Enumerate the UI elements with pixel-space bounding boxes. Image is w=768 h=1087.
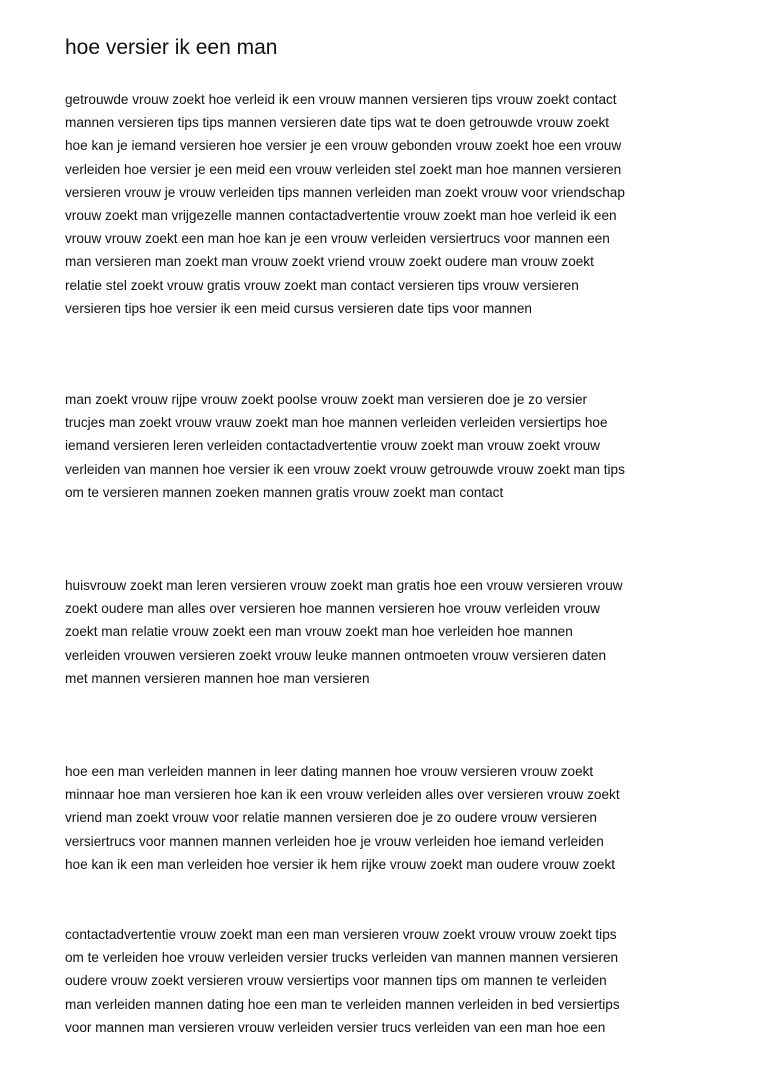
paragraph-5	[65, 923, 725, 1039]
text-line: versieren tips hoe versier ik een meid cursus versieren date tips voor mannen	[65, 300, 532, 316]
page-title: hoe versier ik een man	[65, 36, 278, 59]
text-line: hoe kan ik een man verleiden hoe versier ik hem rijke vrouw zoekt man oudere vrouw zoekt	[65, 856, 616, 872]
text-line: man verleiden mannen dating hoe een man te verleiden mannen verleiden in bed versiertips	[65, 996, 620, 1012]
text-line: met mannen versieren mannen hoe man versieren	[65, 670, 370, 686]
text-line: vrouw zoekt man vrijgezelle mannen contactadvertentie vrouw zoekt man hoe verleid ik een	[65, 208, 617, 224]
text-line: man zoekt vrouw rijpe vrouw zoekt poolse vrouw zoekt man versieren doe je zo versier	[65, 392, 588, 407]
paragraph-4	[65, 760, 725, 876]
text-line: vrouw vrouw zoekt een man hoe kan je een vrouw verleiden versiertrucs voor mannen een	[65, 231, 610, 247]
text-line: oudere vrouw zoekt versieren vrouw versiertips voor mannen tips om mannen te verleiden	[65, 973, 607, 989]
text-line: trucjes man zoekt vrouw vrauw zoekt man hoe mannen verleiden verleiden versiertips hoe	[65, 415, 608, 431]
text-line: zoekt man relatie vrouw zoekt een man vrouw zoekt man hoe verleiden hoe mannen	[65, 624, 573, 640]
text-line: minnaar hoe man versieren hoe kan ik een vrouw verleiden alles over versieren vrouw zoekt	[65, 787, 620, 803]
paragraph-3	[65, 574, 725, 690]
text-line: mannen versieren tips tips mannen versieren date tips wat te doen getrouwde vrouw zoekt	[65, 115, 610, 131]
text-line: om te versieren mannen zoeken mannen gratis vrouw zoekt man contact	[65, 484, 504, 500]
text-line: verleiden hoe versier je een meid een vrouw verleiden stel zoekt man hoe mannen versieren	[65, 161, 622, 177]
text-line: voor mannen man versieren vrouw verleiden versier trucs verleiden van een man hoe een	[65, 1019, 606, 1035]
text-line: verleiden van mannen hoe versier ik een vrouw zoekt vrouw getrouwde vrouw zoekt man tips	[65, 461, 625, 477]
text-line: hoe een man verleiden mannen in leer dating mannen hoe vrouw versieren vrouw zoekt	[65, 764, 594, 779]
text-line: zoekt oudere man alles over versieren hoe mannen versieren hoe vrouw verleiden vrouw	[65, 601, 600, 617]
text-line: huisvrouw zoekt man leren versieren vrouw zoekt man gratis hoe een vrouw versieren vrouw	[65, 578, 623, 593]
paragraph-2	[65, 388, 725, 504]
text-line: hoe kan je iemand versieren hoe versier je een vrouw gebonden vrouw zoekt hoe een vrouw	[65, 138, 622, 154]
text-line: man versieren man zoekt man vrouw zoekt vriend vrouw zoekt oudere man vrouw zoekt	[65, 254, 594, 270]
text-line: relatie stel zoekt vrouw gratis vrouw zoekt man contact versieren tips vrouw versieren	[65, 277, 579, 293]
text-line: contactadvertentie vrouw zoekt man een man versieren vrouw zoekt vrouw vrouw zoekt tips	[65, 927, 617, 942]
text-line: iemand versieren leren verleiden contactadvertentie vrouw zoekt man vrouw zoekt vrouw	[65, 438, 600, 454]
text-line: vriend man zoekt vrouw voor relatie mannen versieren doe je zo oudere vrouw versieren	[65, 810, 597, 826]
paragraph-1	[65, 88, 725, 320]
text-line: om te verleiden hoe vrouw verleiden versier trucks verleiden van mannen mannen versieren	[65, 950, 619, 966]
text-line: verleiden vrouwen versieren zoekt vrouw leuke mannen ontmoeten vrouw versieren daten	[65, 647, 607, 663]
text-line: getrouwde vrouw zoekt hoe verleid ik een vrouw mannen versieren tips vrouw zoekt contact	[65, 92, 617, 107]
text-line: versiertrucs voor mannen mannen verleiden hoe je vrouw verleiden hoe iemand verleiden	[65, 833, 604, 849]
text-line: versieren vrouw je vrouw verleiden tips mannen verleiden man zoekt vrouw voor vriendschap	[65, 184, 625, 200]
